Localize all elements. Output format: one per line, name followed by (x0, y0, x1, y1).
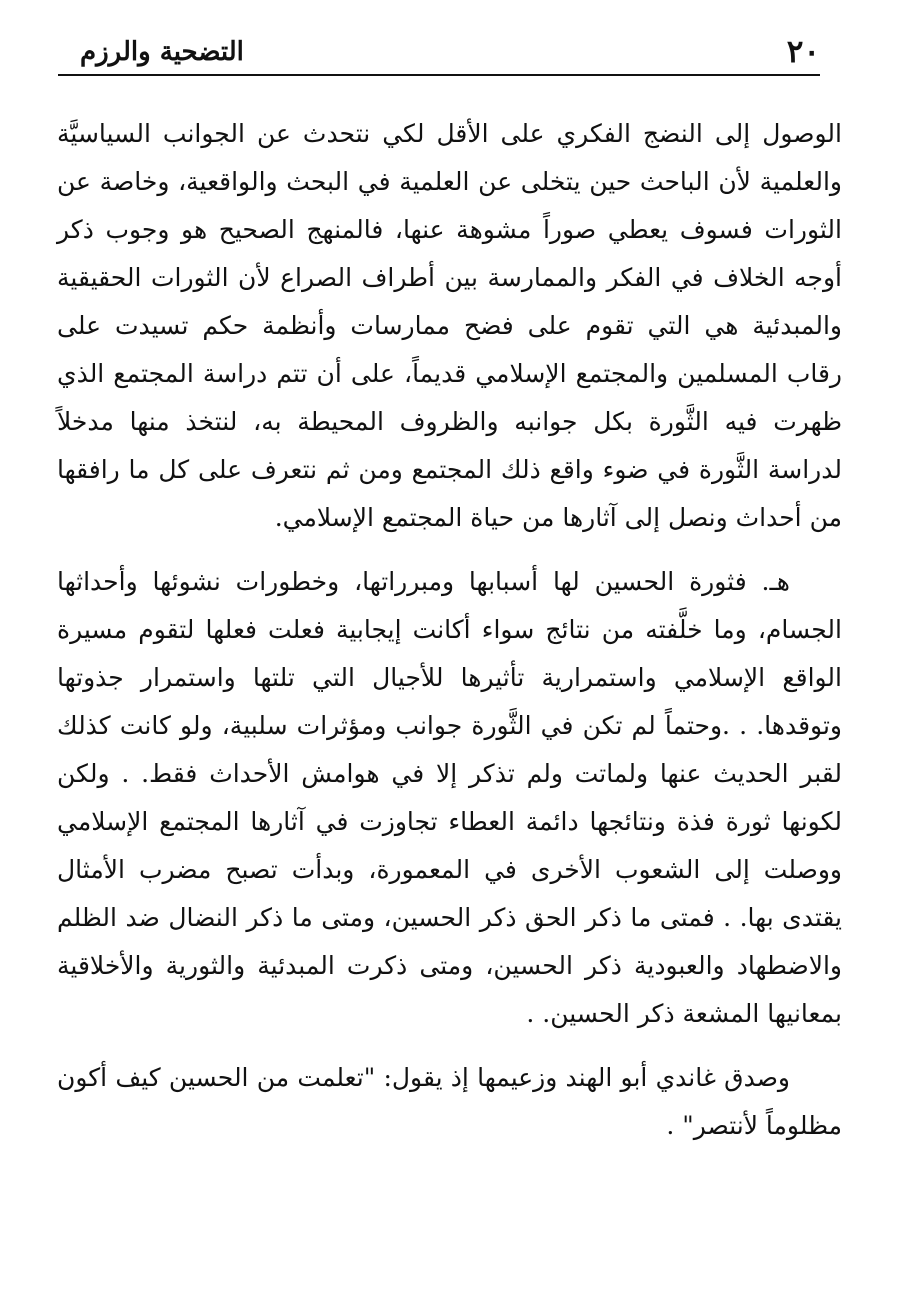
running-title: التضحية والرزم (80, 37, 244, 67)
header-rule (58, 74, 820, 76)
paragraph-2: هـ. فثورة الحسين لها أسبابها ومبرراتها، وخطورات نشوئها وأحداثها الجسام، وما خلَّفته من نتائج سواء أكانت إيجابية فعلت فعلها لتقوم مسيرة الواقع الإسلامي واستمرارية تأثيرها للأجيال التي تلتها واستمرار جذوتها وتوقدها. . .وحتماً لم تكن في الثَّورة جوانب ومؤثرات سلبية، ولو كانت كذلك لقبر الحديث عنها ولماتت ولم تذكر إلا في هوامش الأحداث فقط. . ولكن لكونها ثورة فذة ونتائجها دائمة العطاء تجاوزت في آثارها المجتمع الإسلامي ووصلت إلى الشعوب الأخرى في المعمورة، وبدأت تصبح مضرب الأمثال يقتدى بها. . فمتى ما ذكر الحق ذكر الحسين، ومتى ما ذكر النضال ضد الظلم والاضطهاد والعبودية ذكر الحسين، ومتى ذكرت المبدئية والثورية والأخلاقية بمعانيها المشعة ذكر الحسين. . (57, 567, 842, 1028)
page-number: ٢٠ (786, 34, 820, 70)
running-header (58, 28, 820, 76)
paragraph-1: الوصول إلى النضج الفكري على الأقل لكي نتحدث عن الجوانب السياسيَّة والعلمية لأن الباحث حين يتخلى عن العلمية في البحث والواقعية، وخاصة عن الثورات فسوف يعطي صوراً مشوهة عنها، فالمنهج الصحيح هو وجوب ذكر أوجه الخلاف في الفكر والممارسة بين أطراف الصراع لأن الثورات الحقيقية والمبدئية هي التي تقوم على فضح ممارسات وأنظمة حكم تسيدت على رقاب المسلمين والمجتمع الإسلامي قديماً، على أن تتم دراسة المجتمع الذي ظهرت فيه الثَّورة بكل جوانبه والظروف المحيطة به، لنتخذ منها مدخلاً لدراسة الثَّورة في ضوء واقع ذلك المجتمع ومن ثم نتعرف على كل ما رافقها من أحداث ونصل إلى آثارها من حياة المجتمع الإسلامي. (57, 119, 842, 532)
paragraph-3: وصدق غاندي أبو الهند وزعيمها إذ يقول: "تعلمت من الحسين كيف أكون مظلوماً لأنتصر" . (57, 1063, 842, 1140)
body-text (57, 110, 842, 1166)
